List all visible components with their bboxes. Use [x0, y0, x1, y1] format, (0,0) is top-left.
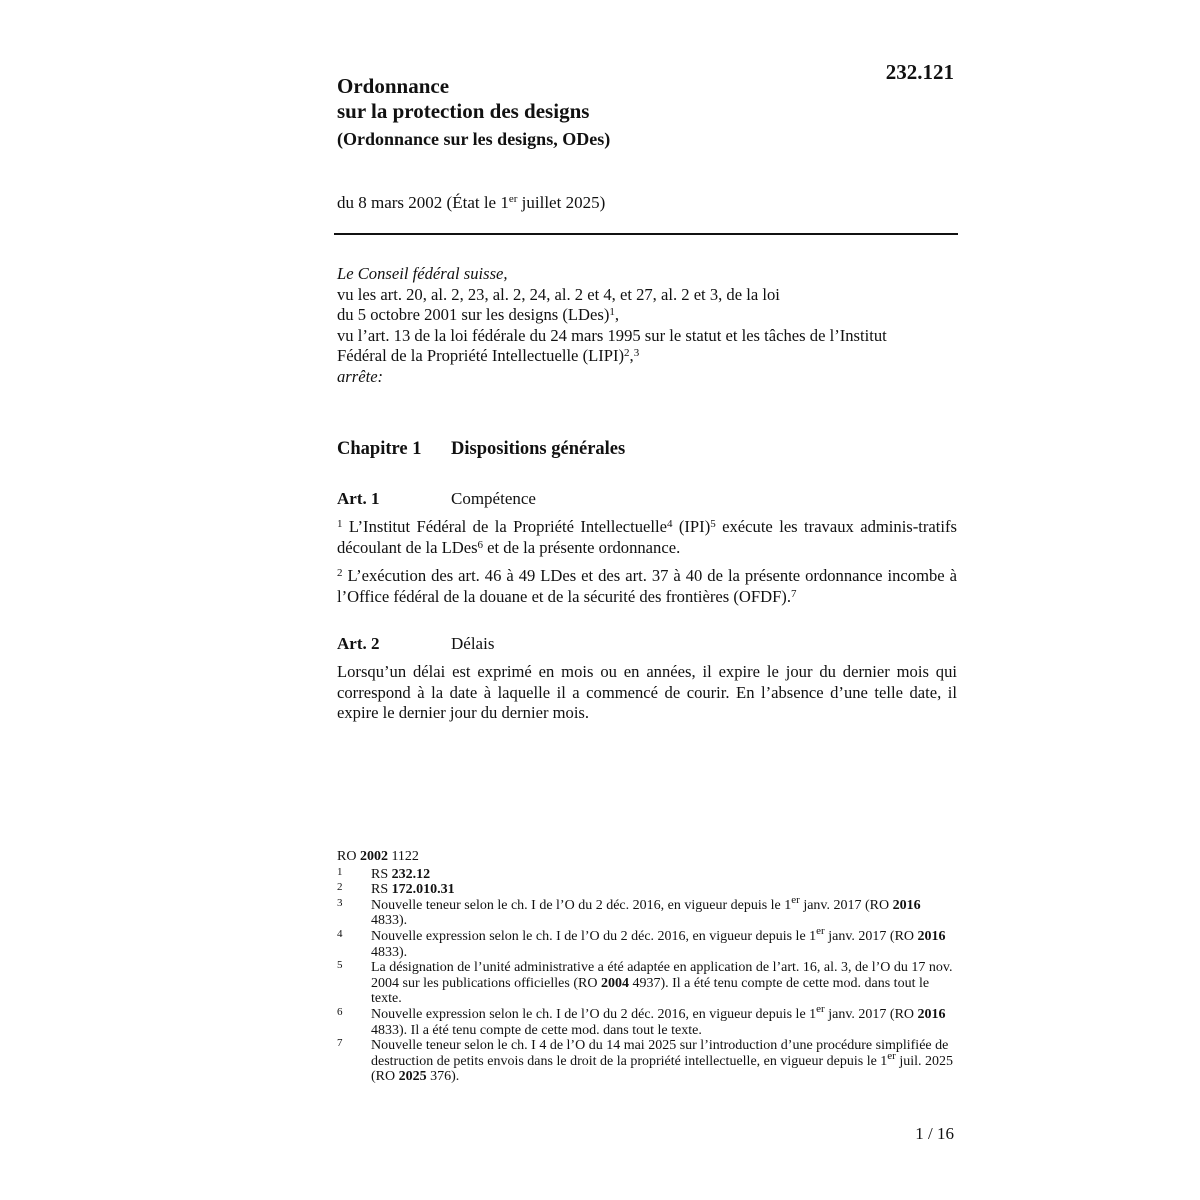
footnote-item — [337, 867, 955, 883]
article-1-number: Art. 1 — [337, 489, 380, 508]
date-text-end: juillet 2025) — [517, 193, 606, 212]
title-line-2: sur la protection des designs — [337, 99, 590, 123]
footnote-text: 4833). Il a été tenu compte de cette mod. dans tout le texte. — [371, 1022, 702, 1038]
article-1-p2-text: L’exécution des art. 46 à 49 LDes et des art. 37 à 40 de la présente ordonnance incombe à l’Office fédéral de la douane et de la sécurité des frontières (OFDF). — [337, 566, 957, 606]
document-title — [337, 74, 589, 124]
ro-reference — [337, 849, 955, 865]
footnote-item — [337, 1002, 955, 1038]
article-1-paragraph-2 — [337, 566, 957, 607]
article-2-text: Lorsqu’un délai est exprimé en mois ou en années, il expire le jour du dernier mois qui correspond à la date à laquelle il a commencé de courir. En l’absence d’une telle date, il expire le dernier jour du dernier mois. — [337, 662, 957, 722]
footnote-text: 4833). — [371, 944, 408, 960]
footnote-marker: 4 — [337, 927, 343, 940]
footnote-ref-7[interactable]: 7 — [791, 587, 797, 600]
article-1-p1-text-c: exécute les travaux adminis-tratifs découlant de la LDes — [337, 517, 957, 557]
footnote-item — [337, 893, 955, 929]
footnote-superscript: er — [816, 1002, 825, 1015]
footnote-ref-4[interactable]: 4 — [666, 518, 673, 530]
footnote-text: 4937). Il a été tenu compte de cette mod. dans tout le texte. — [371, 975, 930, 1007]
preamble-vu-1-line-b: du 5 octobre 2001 sur les designs (LDes) — [337, 305, 610, 324]
footnote-ref-6[interactable]: 6 — [477, 538, 484, 551]
footnote-text: juil. 2025 (RO — [371, 1053, 954, 1085]
footnote-text: 376). — [426, 1069, 460, 1085]
preamble-vu-2-line-b: Fédéral de la Propriété Intellectuelle (LIPI) — [337, 346, 625, 365]
article-2-heading — [337, 634, 494, 654]
date-text: du 8 mars 2002 (État le 1 — [337, 193, 509, 212]
document-date — [337, 193, 605, 213]
footnote-text: Nouvelle teneur selon le ch. I 4 de l’O du 14 mai 2025 sur l’introduction d’une procédure simplifiée de destruction de petits envois dans le droit de la propriété intellectuelle, en vigueur depuis le 1 — [371, 1038, 949, 1069]
footnote-item — [337, 960, 955, 1007]
footnote-text: RS — [371, 866, 392, 882]
date-superscript: er — [508, 193, 518, 205]
footnote-bold: 2016 — [892, 897, 921, 913]
preamble-vu-1-line-a: vu les art. 20, al. 2, 23, al. 2, 24, al. 2 et 4, et 27, al. 2 et 3, de la loi — [337, 284, 780, 304]
footnote-marker: 7 — [337, 1037, 343, 1050]
footnote-item — [337, 882, 955, 898]
paragraph-mark-1: 1 — [337, 518, 343, 530]
footnote-ref-1[interactable]: 1 — [609, 306, 615, 318]
footnotes — [337, 849, 955, 1085]
preamble — [337, 264, 957, 387]
footnote-text: janv. 2017 (RO — [799, 897, 893, 913]
ro-year: 2002 — [359, 849, 388, 864]
preamble-vu-1-end: , — [614, 305, 620, 324]
footnote-marker: 5 — [337, 959, 343, 972]
article-1-paragraph-1 — [337, 517, 957, 558]
footnote-marker: 3 — [337, 896, 343, 909]
footnote-bold: 2016 — [917, 1006, 946, 1022]
article-1-p1-text-a: L’Institut Fédéral de la Propriété Intellectuelle — [342, 517, 667, 536]
title-line-1: Ordonnance — [337, 74, 450, 98]
preamble-vu-2 — [337, 326, 957, 367]
footnote-bold: 2025 — [398, 1069, 427, 1085]
footnote-list — [337, 867, 955, 1085]
footnote-superscript: er — [816, 924, 825, 937]
chapter-label: Chapitre 1 — [337, 439, 422, 459]
footnote-item — [337, 1038, 955, 1085]
header-divider — [334, 233, 958, 235]
footnote-ref-2[interactable]: 2 — [624, 347, 630, 359]
footnote-text: janv. 2017 (RO — [824, 1006, 918, 1022]
footnote-marker: 2 — [337, 881, 343, 894]
footnote-item — [337, 924, 955, 960]
ro-page: 1122 — [387, 849, 419, 864]
paragraph-mark-2: 2 — [337, 567, 343, 579]
footnote-superscript: er — [791, 893, 800, 906]
footnote-bold: 2004 — [600, 975, 629, 991]
footnote-marker: 1 — [337, 865, 343, 878]
footnote-superscript: er — [887, 1049, 896, 1062]
document-subtitle: (Ordonnance sur les designs, ODes) — [337, 129, 611, 149]
footnote-bold: 2016 — [917, 928, 946, 944]
preamble-vu-1 — [337, 285, 957, 326]
footnote-ref-3[interactable]: 3 — [633, 347, 640, 359]
article-2-number: Art. 2 — [337, 634, 380, 653]
article-1-title: Compétence — [451, 489, 536, 508]
article-2-title: Délais — [451, 634, 495, 653]
article-1-p1-text-d: et de la présente ordonnance. — [483, 537, 681, 557]
footnote-ref-5[interactable]: 5 — [710, 518, 716, 530]
footnote-text: janv. 2017 (RO — [824, 928, 918, 944]
footnote-text: 4833). — [371, 913, 408, 929]
preamble-authority: Le Conseil fédéral suisse, — [337, 264, 508, 283]
document-number: 232.121 — [885, 60, 954, 84]
article-1-p1-text-b: (IPI) — [672, 517, 711, 536]
article-1-heading — [337, 489, 536, 509]
page-number: 1 / 16 — [915, 1124, 954, 1143]
preamble-arrete: arrête: — [337, 366, 384, 386]
preamble-vu-2-line-a: vu l’art. 13 de la loi fédérale du 24 mars 1995 sur le statut et les tâches de l’Institut — [337, 325, 887, 345]
chapter-title: Dispositions générales — [451, 439, 626, 459]
footnote-bold: 172.010.31 — [391, 882, 455, 898]
preamble-vu-2-sep: , — [629, 346, 634, 365]
footnote-text: Nouvelle teneur selon le ch. I de l’O du 2 déc. 2016, en vigueur depuis le 1 — [371, 897, 792, 913]
footnote-text: Nouvelle expression selon le ch. I de l’O du 2 déc. 2016, en vigueur depuis le 1 — [371, 1006, 817, 1022]
ro-prefix: RO — [337, 849, 360, 864]
footnote-text: Nouvelle expression selon le ch. I de l’O du 2 déc. 2016, en vigueur depuis le 1 — [371, 928, 817, 944]
chapter-heading — [337, 439, 625, 460]
footnote-marker: 6 — [337, 1005, 343, 1018]
footnote-text: La désignation de l’unité administrative a été adaptée en application de l’art. 16, al. 3, de l’O du 17 nov. 2004 sur les publications officielles (RO — [371, 960, 953, 991]
footnote-text: RS — [371, 882, 392, 898]
footnote-bold: 232.12 — [391, 866, 431, 882]
